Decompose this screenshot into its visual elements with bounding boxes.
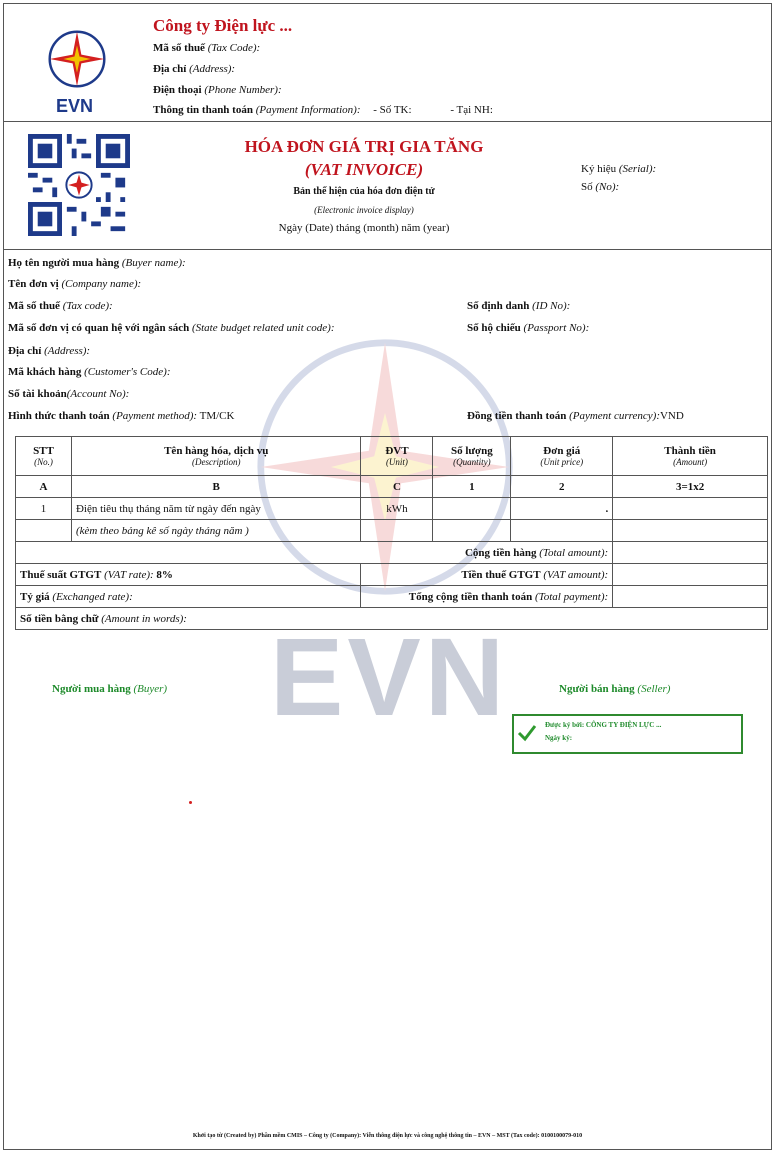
table-cell: 3=1x2 <box>613 476 768 498</box>
invoice-title-en: (VAT INVOICE) <box>304 160 424 179</box>
payment-method: Hình thức thanh toán (Payment method): TM/CK <box>8 410 235 422</box>
buyer-budget-code: Mã số đơn vị có quan hệ với ngân sách (State budget related unit code): <box>8 322 335 334</box>
table-cell: kWh <box>361 498 433 520</box>
invoice-items-table <box>15 436 768 630</box>
buyer-address: Địa chỉ (Address): <box>8 345 91 357</box>
table-cell: B <box>71 476 361 498</box>
table-header-cell: Tên hàng hóa, dịch vụ (Description) <box>71 437 361 476</box>
table-header-cell: Số lượng (Quantity) <box>433 437 511 476</box>
divider <box>4 249 771 250</box>
table-cell: Tổng cộng tiền thanh toán (Total payment): <box>361 586 613 608</box>
logo-text: EVN <box>56 96 94 116</box>
table-cell <box>511 520 613 542</box>
payment-currency: Đồng tiền thanh toán (Payment currency):VND <box>467 410 684 422</box>
table-cell: Thuế suất GTGT (VAT rate): 8% <box>16 564 361 586</box>
table-cell: (kèm theo bảng kê số ngày tháng năm ) <box>71 520 361 542</box>
seller-phone: Điện thoại (Phone Number): <box>153 84 282 96</box>
table-cell: 2 <box>511 476 613 498</box>
table-cell <box>613 586 768 608</box>
footer-credit: Khởi tạo từ (Created by) Phần mềm CMIS – Công ty (Company): Viễn thông điện lực và công nghệ thông tin – EVN – MST (Tax code): 0100100079-010 <box>192 1133 583 1139</box>
table-cell: Điện tiêu thụ tháng năm từ ngày đến ngày <box>71 498 361 520</box>
total-payment-row <box>16 586 768 608</box>
buyer-tax-code: Mã số thuế (Tax code): <box>8 300 113 312</box>
buyer-customer-code: Mã khách hàng (Customer's Code): <box>8 366 171 378</box>
table-header-row <box>16 437 768 476</box>
table-row <box>16 520 768 542</box>
table-cell <box>433 498 511 520</box>
table-cell <box>433 520 511 542</box>
table-cell <box>613 542 768 564</box>
invoice-serial: Ký hiệu (Serial): <box>581 163 657 175</box>
buyer-name: Họ tên người mua hàng (Buyer name): <box>8 257 186 269</box>
invoice-number: Số (No): <box>581 181 620 193</box>
seller-signature-label: Người bán hàng (Seller) <box>559 683 671 695</box>
table-cell <box>16 520 72 542</box>
divider <box>4 121 771 122</box>
table-cell <box>613 564 768 586</box>
invoice-page <box>3 3 772 1150</box>
invoice-subtitle-en: (Electronic invoice display) <box>314 205 414 215</box>
table-header-cell: STT (No.) <box>16 437 72 476</box>
table-cell: Số tiền bằng chữ (Amount in words): <box>16 608 768 630</box>
signed-date: Ngày ký: <box>545 734 573 742</box>
table-cell: 1 <box>16 498 72 520</box>
buyer-id-no: Số định danh (ID No): <box>467 300 571 312</box>
table-cell <box>361 520 433 542</box>
table-header-cell: ĐVT (Unit) <box>361 437 433 476</box>
table-cell: Tỷ giá (Exchanged rate): <box>16 586 361 608</box>
table-cell: C <box>361 476 433 498</box>
signed-by: Được ký bởi: CÔNG TY ĐIỆN LỰC ... <box>545 721 662 729</box>
buyer-account-no: Số tài khoản(Account No): <box>8 388 130 400</box>
buyer-company: Tên đơn vị (Company name): <box>8 278 142 290</box>
watermark-text: EVN <box>270 616 509 739</box>
amount-in-words-row <box>16 608 768 630</box>
table-row <box>16 498 768 520</box>
seller-address: Địa chỉ (Address): <box>153 63 236 75</box>
table-cell: A <box>16 476 72 498</box>
digital-signature-box <box>512 714 743 754</box>
check-icon <box>517 722 537 744</box>
table-code-row <box>16 476 768 498</box>
table-cell <box>613 520 768 542</box>
invoice-title: HÓA ĐƠN GIÁ TRỊ GIA TĂNG <box>244 137 484 156</box>
seller-payment-info: Thông tin thanh toán (Payment Information): - Số TK: - Tại NH: <box>153 104 493 116</box>
seller-tax-code: Mã số thuế (Tax Code): <box>153 42 261 54</box>
table-cell: Tiền thuế GTGT (VAT amount): <box>361 564 613 586</box>
buyer-passport-no: Số hộ chiếu (Passport No): <box>467 322 590 334</box>
table-cell: . <box>511 498 613 520</box>
total-amount-row <box>16 542 768 564</box>
table-cell <box>613 498 768 520</box>
red-dot-mark <box>189 801 192 804</box>
table-cell: Cộng tiền hàng (Total amount): <box>16 542 613 564</box>
table-header-cell: Thành tiền (Amount) <box>613 437 768 476</box>
seller-company-name: Công ty Điện lực ... <box>153 16 293 35</box>
invoice-date: Ngày (Date) tháng (month) năm (year) <box>278 222 450 234</box>
invoice-subtitle: Bản thể hiện của hóa đơn điện tử <box>293 186 435 197</box>
buyer-signature-label: Người mua hàng (Buyer) <box>52 683 168 695</box>
vat-row <box>16 564 768 586</box>
evn-logo-icon <box>46 28 108 90</box>
table-header-cell: Đơn giá (Unit price) <box>511 437 613 476</box>
table-cell: 1 <box>433 476 511 498</box>
